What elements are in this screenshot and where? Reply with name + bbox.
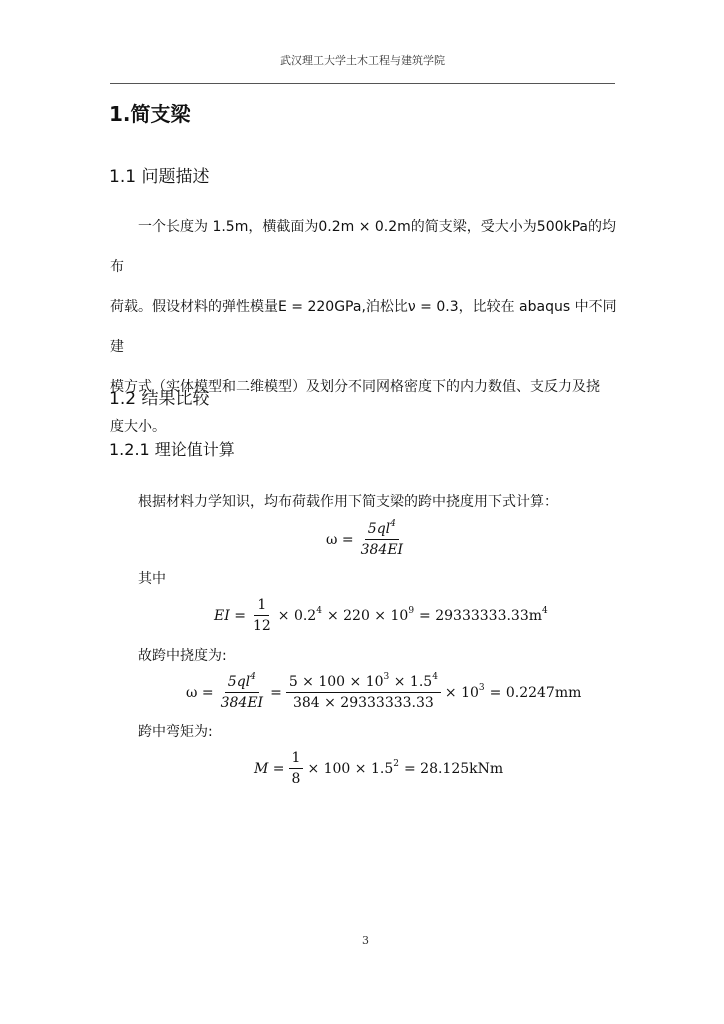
formula-numerator: 5ql (367, 521, 391, 537)
problem-line: 荷载。假设材料的弹性模量E = 220GPa,泊松比ν = 0.3，比较在 abaqus 中不同建 (110, 299, 617, 355)
formula-lhs: EI = (214, 607, 246, 624)
formula-fraction (358, 521, 406, 558)
problem-description (110, 207, 618, 447)
formula-lhs: ω = (186, 684, 214, 701)
header-divider (110, 83, 615, 84)
moment-label: 跨中弯矩为: (138, 724, 213, 740)
chapter-heading: 1.简支梁 (109, 102, 191, 126)
deflection-label: 故跨中挠度为: (138, 648, 227, 664)
qizhong-text: 其中 (138, 571, 166, 587)
formula-denominator: 12 (252, 618, 271, 634)
problem-line: 度大小。 (110, 419, 166, 435)
formula-numerator: 1 (254, 597, 269, 616)
formula-lhs: M = (254, 760, 285, 777)
formula-equals: = (270, 684, 282, 701)
formula-denominator: 384EI (360, 542, 404, 558)
section-heading-1-2: 1.2 结果比较 (109, 389, 210, 409)
intro-text: 根据材料力学知识，均布荷载作用下简支梁的跨中挠度用下式计算： (138, 494, 558, 510)
formula-result: = 0.2247mm (489, 684, 582, 701)
formula-fraction: $\frac{1}{8}$ (289, 750, 304, 787)
page-header: 武汉理工大学土木工程与建筑学院 (280, 54, 445, 67)
formula-ei (214, 597, 548, 634)
formula-fraction: $\frac{5ql^4}{384EI}$ (220, 672, 264, 711)
formula-term: × $100 \times 1.5^2$ (307, 758, 399, 777)
page-number: 3 (362, 934, 369, 947)
formula-result: = 28.125kNm (403, 760, 504, 777)
problem-line: 一个长度为 1.5m，横截面为0.2m × 0.2m的简支梁，受大小为500kPa的均布 (110, 219, 617, 275)
formula-term: × $10^3$ (444, 682, 485, 701)
problem-line: 模方式（实体模型和二维模型）及划分不同网格密度下的内力数值、支反力及挠 (110, 379, 600, 395)
formula-lhs: ω = (326, 531, 354, 548)
section-heading-1-2-1: 1.2.1 理论值计算 (109, 440, 235, 459)
formula-exponent: 4 (390, 519, 396, 529)
formula-term: × $220 \times 10^9$ (326, 605, 415, 624)
formula-fraction: $\frac{5 \times 100 \times 10^3 \times 1.5^4}{384 \times 29333333.33}$ (286, 674, 441, 711)
formula-fraction (250, 597, 274, 634)
formula-moment (254, 750, 508, 787)
formula-term: × $0.2^4$ (277, 605, 322, 624)
section-heading-1-1: 1.1 问题描述 (109, 167, 210, 187)
formula-deflection-value (186, 674, 586, 711)
formula-result: = $29333333.33m^4$ (419, 605, 548, 624)
formula-deflection (326, 521, 410, 558)
